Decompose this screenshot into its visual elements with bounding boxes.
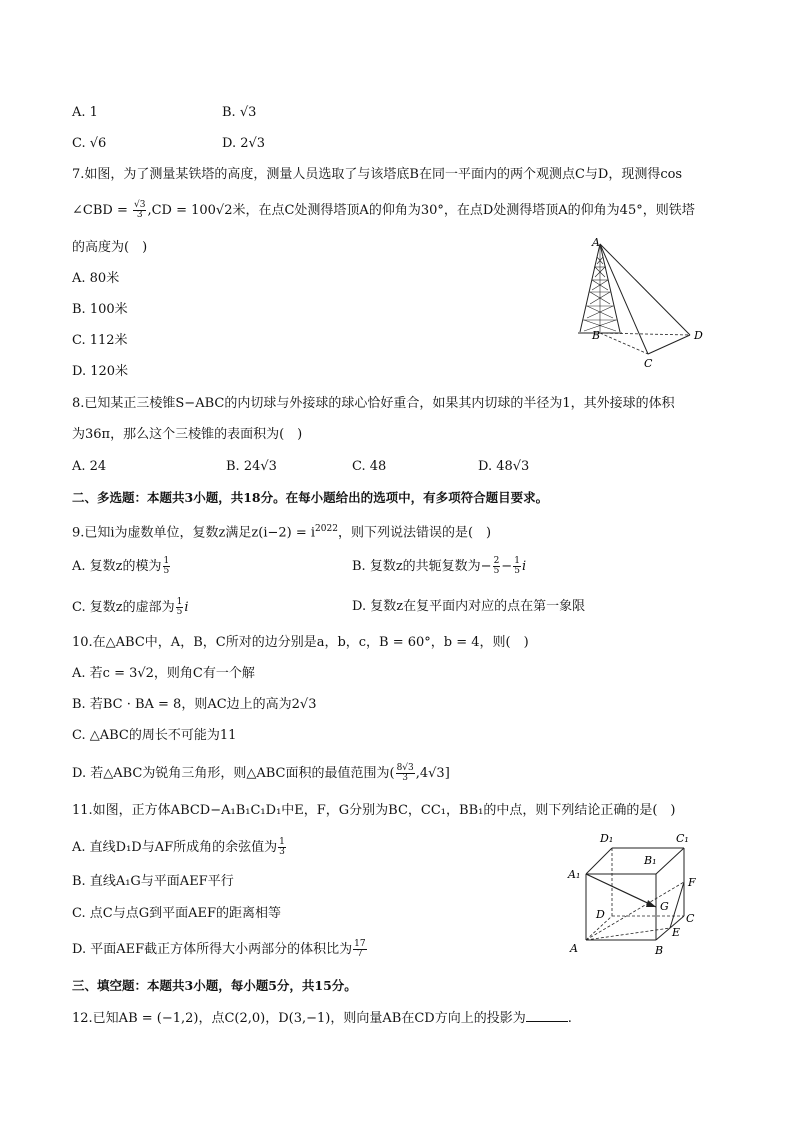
q7-option-d: D. 120米 xyxy=(72,364,129,379)
q8-option-a: A. 24 xyxy=(72,459,107,474)
cube-label-f: F xyxy=(688,876,696,889)
cube-label-a: A xyxy=(570,942,578,955)
cube-label-d: D xyxy=(596,908,605,921)
cube-label-d1: D₁ xyxy=(600,832,614,845)
q12-stem xyxy=(72,1009,572,1028)
q8-stem-line1: 8.已知某正三棱锥S−ABC的内切球与外接球的球心恰好重合，如果其内切球的半径为1，其外接球的体积 xyxy=(72,396,675,411)
q7-fraction: $\frac{√3}{3}$ xyxy=(133,200,146,220)
tower-label-a: A xyxy=(592,236,600,249)
tower-label-c: C xyxy=(644,357,653,370)
tower-figure xyxy=(570,232,720,372)
q7-option-c: C. 112米 xyxy=(72,333,128,348)
cube-figure xyxy=(560,828,710,958)
q10-option-a: A. 若c = 3√2，则角C有一个解 xyxy=(72,666,255,681)
q9-option-d: D. 复数z在复平面内对应的点在第一象限 xyxy=(352,599,586,614)
q12-stem-end: . xyxy=(567,1011,572,1026)
q11-option-d: D. 平面AEF截正方体所得大小两部分的体积比为 $\frac{17}{7}$ xyxy=(72,939,366,959)
cube-label-c1: C₁ xyxy=(676,832,689,845)
q9-option-b: B. 复数z的共轭复数为− $\frac{2}{5}$ − $\frac{1}{5}$ i xyxy=(352,556,527,576)
q6-option-c: C. √6 xyxy=(72,136,107,151)
section-multiple-choice-heading: 二、多选题：本题共3小题，共18分。在每小题给出的选项中，有多项符合题目要求。 xyxy=(72,490,549,505)
q6-option-b: B. √3 xyxy=(222,105,257,120)
q8-stem-line2: 为36π，那么这个三棱锥的表面积为( ) xyxy=(72,427,303,442)
q8-option-b: B. 24√3 xyxy=(226,459,277,474)
q7-stem-line2 xyxy=(72,201,695,220)
q11-option-c: C. 点C与点G到平面AEF的距离相等 xyxy=(72,906,281,921)
cube-label-b1: B₁ xyxy=(644,854,657,867)
q9-stem xyxy=(72,520,491,542)
cube-label-e: E xyxy=(672,926,681,939)
q7-option-b: B. 100米 xyxy=(72,302,128,317)
q12-stem-text: 12.已知AB = (−1,2)，点C(2,0)，D(3,−1)，则向量AB在CD方向上的投影为 xyxy=(72,1011,526,1026)
q7-stem-line3: 的高度为( ) xyxy=(72,240,148,255)
q9-stem-end: ，则下列说法错误的是( ) xyxy=(337,525,492,541)
q8-option-d: D. 48√3 xyxy=(478,459,530,474)
q8-option-c: C. 48 xyxy=(352,459,387,474)
q7-angle-label: ∠CBD = xyxy=(72,203,132,218)
q9-exponent: 2022 xyxy=(315,524,338,534)
tower-label-b: B xyxy=(592,329,601,342)
cube-label-a1: A₁ xyxy=(568,868,581,881)
q6-option-a: A. 1 xyxy=(72,105,98,120)
cube-label-g: G xyxy=(660,900,669,913)
q11-option-b: B. 直线A₁G与平面AEF平行 xyxy=(72,874,234,889)
cube-label-c: C xyxy=(686,912,695,925)
tower-label-d: D xyxy=(694,329,703,342)
q9-option-a: A. 复数z的模为 $\frac{1}{5}$ xyxy=(72,556,170,576)
q7-stem-line1: 7.如图，为了测量某铁塔的高度，测量人员选取了与该塔底B在同一平面内的两个观测点C与D，现测得cos xyxy=(72,167,683,182)
q9-option-c: C. 复数z的虚部为 $\frac{1}{5}$ i xyxy=(72,597,189,617)
q11-option-a: A. 直线D₁D与AF所成角的余弦值为 $\frac{1}{3}$ xyxy=(72,837,285,857)
section-fill-in-heading: 三、填空题：本题共3小题，每小题5分，共15分。 xyxy=(72,978,357,993)
q10-option-b: B. 若BC · BA = 8，则AC边上的高为2√3 xyxy=(72,697,317,712)
q10-option-c: C. △ABC的周长不可能为11 xyxy=(72,728,237,743)
q9-stem-text: 9.已知i为虚数单位，复数z满足z(i−2) = i xyxy=(72,525,316,541)
cube-label-b: B xyxy=(655,944,664,957)
q10-option-d: D. 若△ABC为锐角三角形，则△ABC面积的最值范围为( $\frac{8√3}{3}$ ,4√3] xyxy=(72,763,450,783)
q7-option-a: A. 80米 xyxy=(72,271,120,286)
q7-stem-line2-rest: ,CD = 100√2米，在点C处测得塔顶A的仰角为30°，在点D处测得塔顶A的仰角为45°，则铁塔 xyxy=(147,203,695,218)
q12-answer-blank[interactable] xyxy=(526,1009,568,1022)
q6-option-d: D. 2√3 xyxy=(222,136,266,151)
q10-stem: 10.在△ABC中，A，B，C所对的边分别是a，b，c，B = 60°，b = 4，则( ) xyxy=(72,635,529,650)
q11-stem: 11.如图，正方体ABCD−A₁B₁C₁D₁中E，F，G分别为BC，CC₁，BB₁的中点，则下列结论正确的是( ) xyxy=(72,803,676,818)
